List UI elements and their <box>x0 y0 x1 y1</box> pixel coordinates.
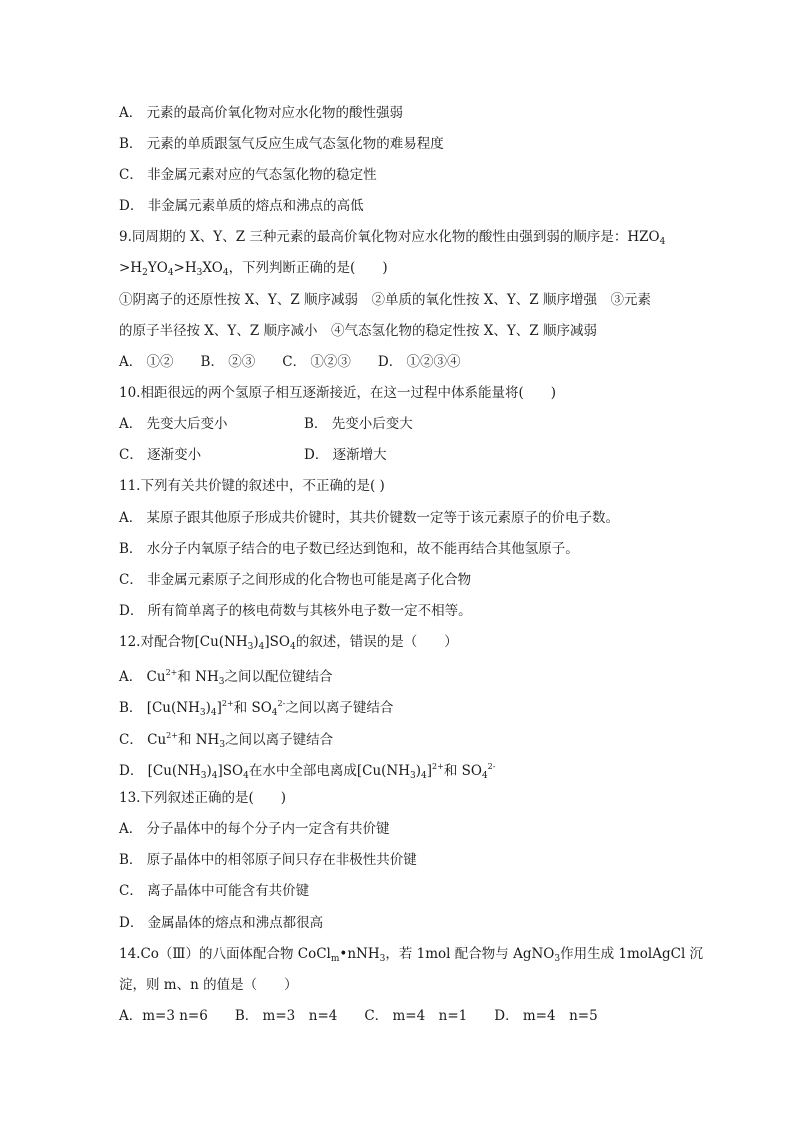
q8-option-b: B． 元素的单质跟氢气反应生成气态氢化物的难易程度 <box>119 136 444 152</box>
q11-option-a: A． 某原子跟其他原子形成共价键时，其共价键数一定等于该元素原子的价电子数。 <box>119 510 620 526</box>
q13-option-a: A． 分子晶体中的每个分子内一定含有共价键 <box>119 821 390 837</box>
q8-option-d: D． 非金属元素单质的熔点和沸点的高低 <box>119 198 364 214</box>
q11-option-b: B． 水分子内氧原子结合的电子数已经达到饱和，故不能再结合其他氢原子。 <box>119 541 579 557</box>
q12-option-d: D． $[Cu(NH_3)_4]SO_4$在水中全部电离成$[Cu(NH_3)_4]^{2+}$和 $SO_4^{2-}$ <box>119 762 496 781</box>
q10-option-c: C． 逐渐变小 <box>119 447 202 463</box>
q11-stem: 11.下列有关共价键的叙述中，不正确的是( ) <box>119 478 385 494</box>
q14-stem-line2: 淀，则 m、n 的值是（ ） <box>119 977 298 993</box>
q11-option-d: D． 所有简单离子的核电荷数与其核外电子数一定不相等。 <box>119 603 472 619</box>
q12-stem: 12.对配合物$[Cu(NH_3)_4]SO_4$的叙述，错误的是（ ） <box>119 634 458 652</box>
q14-stem-line1: 14.Co（Ⅲ）的八面体配合物 CoCl$_m$•nNH$_3$，若 1mol 配合物与 AgNO$_3$作用生成 1molAgCl 沉 <box>119 946 704 964</box>
q13-option-d: D． 金属晶体的熔点和沸点都很高 <box>119 915 324 931</box>
q10-option-a: A． 先变大后变小 <box>119 416 228 432</box>
q8-option-c: C． 非金属元素对应的气态氢化物的稳定性 <box>119 167 377 183</box>
q9-statements-line2: 的原子半径按 X、Y、Z 顺序减小 ④气态氢化物的稳定性按 X、Y、Z 顺序减弱 <box>119 323 597 339</box>
q10-option-d: D． 逐渐增大 <box>304 447 387 463</box>
q12-option-a: A． $Cu^{2+}$和 $NH_3$之间以配位键结合 <box>119 668 333 687</box>
q8-option-a: A． 元素的最高价氧化物对应水化物的酸性强弱 <box>119 105 404 121</box>
q14-options: A．m=3 n=6 B． m=3 n=4 C． m=4 n=1 D． m=4 n=5 <box>119 1008 598 1024</box>
q9-stem-line1: 9.同周期的 X、Y、Z 三种元素的最高价氧化物对应水化物的酸性由强到弱的顺序是：$HZO_4$ <box>119 229 666 247</box>
q13-option-c: C． 离子晶体中可能含有共价键 <box>119 883 310 899</box>
q10-stem: 10.相距很远的两个氢原子相互逐渐接近，在这一过程中体系能量将( ) <box>119 385 557 401</box>
q12-option-c: C． $Cu^{2+}$和 $NH_3$之间以离子键结合 <box>119 731 334 750</box>
q11-option-c: C． 非金属元素原子之间形成的化合物也可能是离子化合物 <box>119 572 472 588</box>
q9-statements-line1: ①阴离子的还原性按 X、Y、Z 顺序减弱 ②单质的氧化性按 X、Y、Z 顺序增强 ③元素 <box>119 292 651 308</box>
q9-options: A． ①② B． ②③ C． ①②③ D． ①②③④ <box>119 354 461 370</box>
q9-stem-line2: $>H_2YO_4>H_3XO_4$，下列判断正确的是( ) <box>119 260 388 278</box>
q13-option-b: B． 原子晶体中的相邻原子间只存在非极性共价键 <box>119 852 417 868</box>
q13-stem: 13.下列叙述正确的是( ) <box>119 790 287 806</box>
q12-option-b: B． $[Cu(NH_3)_4]^{2+}$和 $SO_4^{2-}$之间以离子键结合 <box>119 699 394 718</box>
q10-option-b: B． 先变小后变大 <box>304 416 413 432</box>
